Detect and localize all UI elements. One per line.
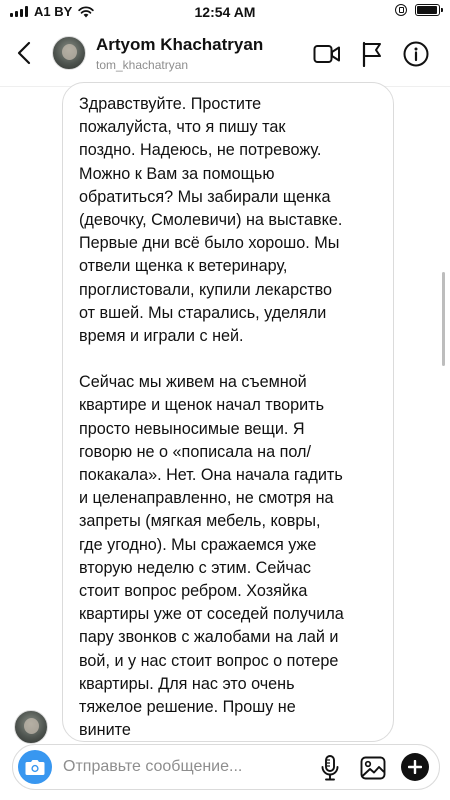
info-button[interactable] xyxy=(401,39,431,69)
scrollbar[interactable] xyxy=(442,272,445,366)
message-paragraph: Сейчас мы живем на съемной квартире и щенок начал творить просто невыносимые вещи. Я говорю не о «пописала на пол/ покакала». Нет. Она начала гадить и целенаправленно, не смотря на запреты (мягкая мебель, ковры, где угодно). Мы сражаемся уже вторую неделю с этим. Сейчас стоит вопрос ребром. Хозяйка квартиры уже от соседей получила пару звонков с жалобами на лай и вой, и у нас стоит вопрос о потере квартиры. Для нас это очень тяжелое решение. Прошу не вините xyxy=(79,373,344,740)
sender-avatar[interactable] xyxy=(14,710,48,744)
voice-message-button[interactable] xyxy=(315,753,345,783)
contact-name[interactable]: Artyom Khachatryan xyxy=(96,35,264,54)
gallery-button[interactable] xyxy=(358,753,388,783)
video-call-button[interactable] xyxy=(312,39,342,69)
more-options-button[interactable] xyxy=(401,753,429,781)
back-button[interactable] xyxy=(10,38,38,68)
gallery-icon xyxy=(360,756,386,780)
camera-button[interactable] xyxy=(18,750,52,784)
status-right xyxy=(395,4,440,16)
microphone-icon xyxy=(321,755,339,781)
battery-icon xyxy=(415,4,440,16)
info-icon xyxy=(403,41,429,67)
chat-header xyxy=(0,24,450,86)
flag-icon xyxy=(361,41,383,67)
status-bar xyxy=(0,0,450,24)
plus-icon xyxy=(408,760,422,774)
contact-username: tom_khachatryan xyxy=(96,58,189,72)
message-bubble[interactable] xyxy=(62,82,394,742)
camera-icon xyxy=(25,759,45,776)
message-composer xyxy=(12,744,440,790)
carrier-label: A1 BY xyxy=(34,4,73,19)
report-button[interactable] xyxy=(357,39,387,69)
battery-level xyxy=(417,6,437,14)
video-call-icon xyxy=(313,43,341,65)
avatar[interactable] xyxy=(52,36,86,70)
back-chevron-icon xyxy=(17,41,31,65)
orientation-lock-icon xyxy=(395,4,407,16)
message-paragraph: Здравствуйте. Простите пожалуйста, что я пишу так поздно. Надеюсь, не потревожу. Можно к Вам за помощью обратиться? Мы забирали щенка (девочку, Смолевичи) на выставке. Первые дни всё было хорошо. Мы отвели щенка к ветеринару, проглистовали, купили лекарство от вшей. Мы старались, уделяли время и играли с ней. xyxy=(79,95,343,346)
status-time: 12:54 AM xyxy=(194,4,256,20)
message-input[interactable] xyxy=(63,753,313,781)
